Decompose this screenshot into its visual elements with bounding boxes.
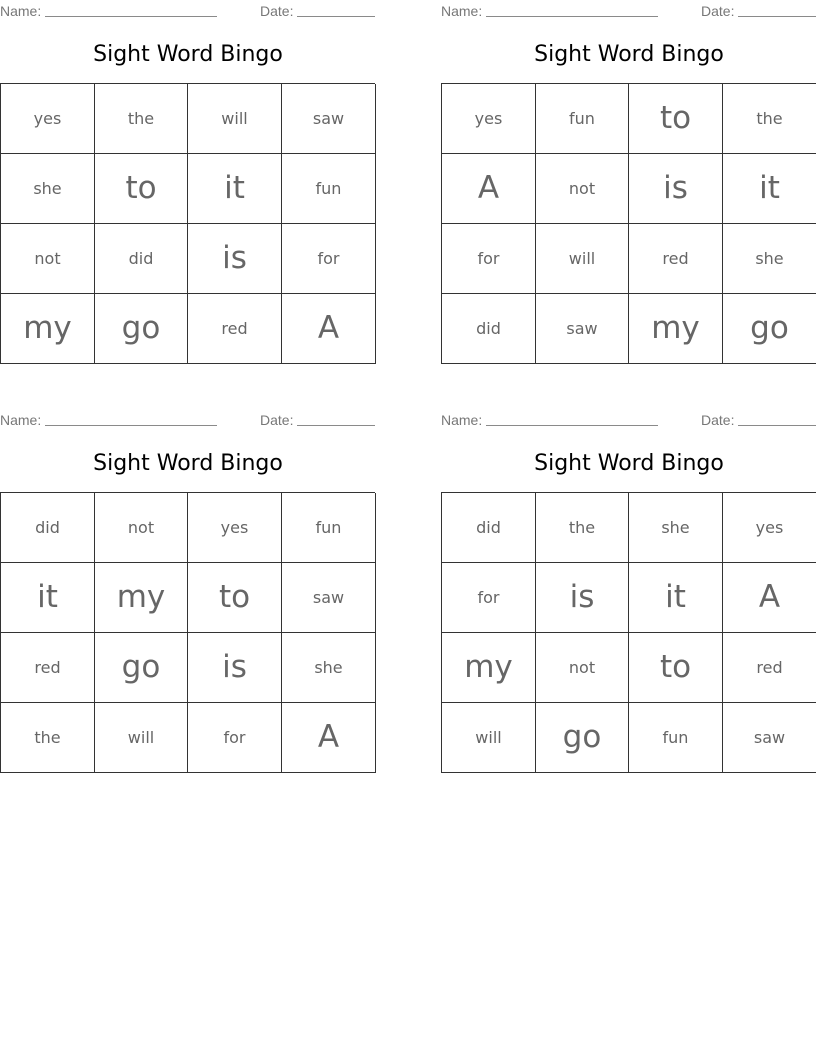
date-blank — [297, 425, 375, 426]
bingo-cell: is — [188, 224, 282, 294]
bingo-cell: did — [95, 224, 188, 294]
bingo-cell: saw — [536, 294, 629, 364]
bingo-cell: it — [1, 563, 95, 633]
bingo-cell: not — [536, 633, 629, 703]
card-title: Sight Word Bingo — [534, 42, 724, 67]
date-label: Date: — [701, 3, 735, 19]
bingo-cell: go — [95, 294, 188, 364]
bingo-cell: fun — [536, 84, 629, 154]
bingo-cell: not — [1, 224, 95, 294]
bingo-cell: yes — [1, 84, 95, 154]
bingo-cell: she — [723, 224, 816, 294]
bingo-cell: saw — [282, 563, 376, 633]
bingo-cell: it — [723, 154, 816, 224]
bingo-cell: is — [536, 563, 629, 633]
bingo-cell: my — [629, 294, 723, 364]
bingo-cell: is — [629, 154, 723, 224]
bingo-cell: for — [442, 563, 536, 633]
bingo-cell: the — [536, 493, 629, 563]
bingo-cell: go — [95, 633, 188, 703]
bingo-grid — [0, 83, 375, 364]
bingo-cell: red — [629, 224, 723, 294]
bingo-cell: fun — [629, 703, 723, 773]
date-label: Date: — [260, 3, 294, 19]
name-blank — [486, 16, 658, 17]
bingo-cell: did — [1, 493, 95, 563]
bingo-cell: she — [629, 493, 723, 563]
bingo-cell: yes — [442, 84, 536, 154]
bingo-cell: it — [629, 563, 723, 633]
name-label: Name: — [0, 3, 42, 19]
bingo-cell: red — [1, 633, 95, 703]
bingo-cell: for — [188, 703, 282, 773]
bingo-cell: she — [282, 633, 376, 703]
bingo-cell: will — [188, 84, 282, 154]
card-title: Sight Word Bingo — [93, 42, 283, 67]
bingo-cell: go — [536, 703, 629, 773]
card-title: Sight Word Bingo — [534, 451, 724, 476]
bingo-cell: to — [95, 154, 188, 224]
bingo-grid — [441, 492, 816, 773]
bingo-cell: A — [442, 154, 536, 224]
name-label: Name: — [0, 412, 42, 428]
bingo-cell: is — [188, 633, 282, 703]
bingo-cell: my — [442, 633, 536, 703]
bingo-cell: my — [95, 563, 188, 633]
name-label: Name: — [441, 412, 483, 428]
bingo-cell: red — [188, 294, 282, 364]
date-label: Date: — [701, 412, 735, 428]
bingo-cell: not — [536, 154, 629, 224]
bingo-cell: it — [188, 154, 282, 224]
name-date-line — [441, 412, 816, 428]
bingo-cell: the — [1, 703, 95, 773]
bingo-cell: the — [95, 84, 188, 154]
bingo-card-2 — [441, 0, 816, 364]
bingo-cell: for — [282, 224, 376, 294]
bingo-cell: will — [442, 703, 536, 773]
bingo-card-4 — [441, 409, 816, 773]
bingo-cell: the — [723, 84, 816, 154]
bingo-cell: saw — [723, 703, 816, 773]
bingo-cell: my — [1, 294, 95, 364]
bingo-cell: yes — [723, 493, 816, 563]
date-blank — [738, 425, 816, 426]
bingo-grid — [0, 492, 375, 773]
name-blank — [45, 16, 217, 17]
name-label: Name: — [441, 3, 483, 19]
bingo-cell: fun — [282, 154, 376, 224]
bingo-cell: will — [536, 224, 629, 294]
bingo-cell: red — [723, 633, 816, 703]
bingo-cell: did — [442, 294, 536, 364]
bingo-cell: go — [723, 294, 816, 364]
name-date-line — [441, 3, 816, 19]
bingo-cell: fun — [282, 493, 376, 563]
name-date-line — [0, 412, 376, 428]
bingo-cell: she — [1, 154, 95, 224]
bingo-cell: not — [95, 493, 188, 563]
date-blank — [297, 16, 375, 17]
card-title: Sight Word Bingo — [93, 451, 283, 476]
bingo-cell: to — [629, 633, 723, 703]
bingo-cell: did — [442, 493, 536, 563]
bingo-cell: to — [629, 84, 723, 154]
bingo-cell: will — [95, 703, 188, 773]
bingo-cell: saw — [282, 84, 376, 154]
bingo-card-1 — [0, 0, 376, 364]
bingo-cell: A — [282, 703, 376, 773]
bingo-cell: yes — [188, 493, 282, 563]
date-blank — [738, 16, 816, 17]
bingo-cell: for — [442, 224, 536, 294]
name-date-line — [0, 3, 376, 19]
bingo-cell: to — [188, 563, 282, 633]
bingo-card-3 — [0, 409, 376, 773]
name-blank — [486, 425, 658, 426]
bingo-grid — [441, 83, 816, 364]
bingo-cell: A — [282, 294, 376, 364]
date-label: Date: — [260, 412, 294, 428]
bingo-cell: A — [723, 563, 816, 633]
name-blank — [45, 425, 217, 426]
